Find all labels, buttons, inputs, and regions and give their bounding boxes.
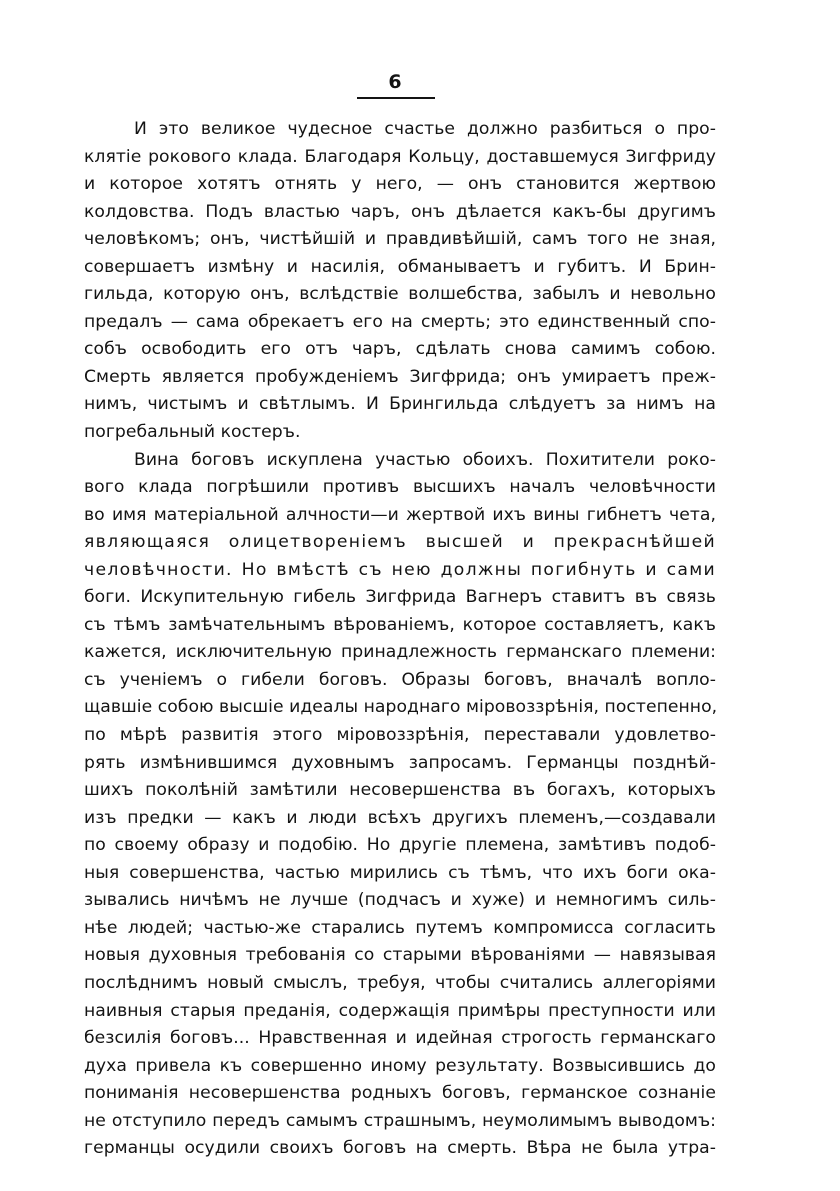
text-line: рять измѣнившимся духовнымъ запросамъ. Германцы позднѣй- [84, 752, 716, 773]
text-line: боги. Искупительную гибель Зигфрида Вагнеръ ставитъ въ связь [84, 587, 716, 608]
body-text [84, 116, 716, 1163]
text-line: изъ предки — какъ и люди всѣхъ другихъ племенъ,—создавали [84, 807, 716, 828]
text-line: по мѣрѣ развитія этого міровоззрѣнія, переставали удовлетво- [84, 725, 716, 746]
text-line: клятіе рокового клада. Благодаря Кольцу, доставшемуся Зигфриду [84, 146, 716, 167]
text-line: съ тѣмъ замѣчательнымъ вѣрованіемъ, которое составляетъ, какъ [84, 614, 716, 635]
text-line: гильда, которую онъ, вслѣдствіе волшебства, забылъ и невольно [84, 284, 716, 305]
text-line: съ ученіемъ о гибели боговъ. Образы боговъ, вначалѣ вопло- [84, 669, 716, 690]
text-line: ныя совершенства, частью мирились съ тѣмъ, что ихъ боги ока- [84, 862, 716, 883]
page-number: 6 [388, 71, 402, 93]
text-line: по своему образу и подобію. Но другіе племена, замѣтивъ подоб- [84, 835, 716, 856]
text-line: колдовства. Подъ властью чаръ, онъ дѣлается какъ-бы другимъ [84, 201, 716, 222]
paragraph [84, 116, 716, 447]
text-line: духа привела къ совершенно иному результату. Возвысившись до [84, 1055, 716, 1076]
text-line: безсилія боговъ... Нравственная и идейная строгость германскаго [84, 1028, 716, 1049]
text-line: Смерть является пробужденіемъ Зигфрида; онъ умираетъ преж- [84, 366, 716, 387]
paragraph [84, 447, 716, 1163]
text-line: новыя духовныя требованія со старыми вѣрованіями — навязывая [84, 945, 716, 966]
text-line: послѣднимъ новый смыслъ, требуя, чтобы считались аллегоріями [84, 972, 716, 993]
text-line: во имя матеріальной алчности—и жертвой ихъ вины гибнетъ чета, [84, 504, 716, 525]
text-line: Вина боговъ искуплена участью обоихъ. Похитители роко- [134, 449, 716, 470]
text-line: вого клада погрѣшили противъ высшихъ началъ человѣчности [84, 477, 716, 498]
text-line: наивныя старыя преданія, содержащія примѣры преступности или [84, 1000, 716, 1021]
text-line: щавшіе собою высшіе идеалы народнаго міровоззрѣнія, постепенно, [84, 697, 718, 718]
text-line: нѣе людей; частью-же старались путемъ компромисса согласить [84, 917, 716, 938]
text-line: предалъ — сама обрекаетъ его на смерть; это единственный спо- [84, 311, 716, 332]
text-line: человѣкомъ; онъ, чистѣйшій и правдивѣйшій, самъ того не зная, [84, 229, 716, 250]
text-line: зывались ничѣмъ не лучше (подчасъ и хуже) и немногимъ силь- [84, 890, 716, 911]
text-line: собъ освободить его отъ чаръ, сдѣлать снова самимъ собою. [84, 339, 716, 360]
text-line: шихъ поколѣній замѣтили несовершенства въ богахъ, которыхъ [84, 780, 716, 801]
text-line: не отступило передъ самымъ страшнымъ, неумолимымъ выводомъ: [84, 1110, 716, 1131]
text-line: германцы осудили своихъ боговъ на смерть. Вѣра не была утра- [84, 1138, 716, 1159]
text-line: являющаяся олицетвореніемъ высшей и прекраснѣйшей [84, 532, 716, 553]
text-line: пониманія несовершенства родныхъ боговъ, германское сознаніе [84, 1083, 716, 1104]
text-line: и которое хотятъ отнять у него, — онъ становится жертвою [84, 174, 716, 195]
text-line: погребальный костеръ. [84, 422, 301, 443]
text-line: И это великое чудесное счастье должно разбиться о про- [134, 119, 716, 139]
page-number-rule [357, 97, 435, 99]
text-line: кажется, исключительную принадлежность германскаго племени: [84, 642, 716, 663]
text-line: совершаетъ измѣну и насилія, обманываетъ и губитъ. И Брин- [84, 256, 716, 277]
text-line: человѣчности. Но вмѣстѣ съ нею должны погибнуть и сами [84, 559, 716, 580]
text-line: нимъ, чистымъ и свѣтлымъ. И Брингильда слѣдуетъ за нимъ на [84, 394, 716, 415]
